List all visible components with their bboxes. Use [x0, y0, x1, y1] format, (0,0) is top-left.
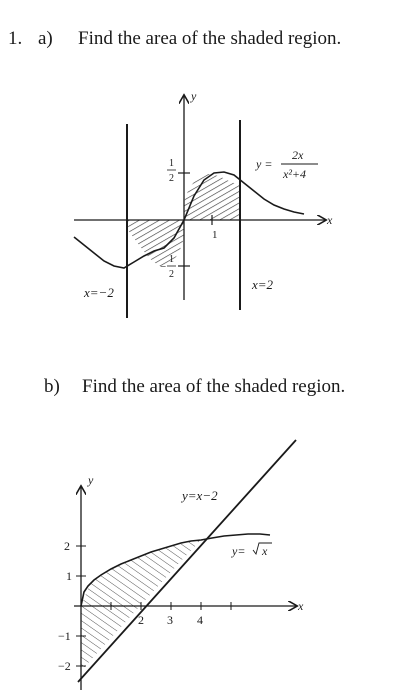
instruction-a: Find the area of the shaded region. [78, 28, 342, 49]
question-number: 1. [8, 28, 23, 49]
x-tick-label-3: 3 [167, 613, 173, 627]
tick-neg-half-num: 1 [169, 254, 174, 265]
y-tick-label-neg1: −1 [58, 629, 71, 643]
figure-a [74, 89, 333, 318]
line-left-label: x=−2 [84, 285, 114, 300]
tick-one-label: 1 [212, 229, 218, 241]
shaded-region-a-negative [127, 220, 184, 266]
curve-b-label-rhs: x [262, 544, 268, 558]
x-tick-label-2: 2 [138, 613, 144, 627]
tick-neg-half-sign: − [160, 261, 167, 273]
figure-b [58, 440, 304, 690]
tick-half-den: 2 [169, 173, 174, 184]
x-axis-label-a: x [327, 213, 333, 227]
y-tick-label-2: 2 [64, 539, 70, 553]
y-axis-label-b: y [88, 473, 94, 487]
curve-a-denominator: x²+4 [283, 167, 307, 181]
tick-half-num: 1 [169, 158, 174, 169]
curve-a-numerator: 2x [292, 148, 304, 162]
y-axis-label-a: y [191, 89, 197, 103]
part-label-a: a) [38, 28, 53, 49]
line-right-label: x=2 [252, 277, 274, 292]
line-b-label: y=x−2 [182, 488, 218, 503]
x-tick-label-4: 4 [197, 613, 203, 627]
curve-a-lhs: y = [256, 157, 273, 171]
instruction-b: Find the area of the shaded region. [82, 376, 346, 397]
part-label-b: b) [44, 376, 60, 397]
x-axis-label-b: x [298, 599, 304, 613]
tick-neg-half-den: 2 [169, 269, 174, 280]
line-b [78, 440, 296, 682]
shaded-region-a-positive [184, 174, 240, 220]
y-tick-label-neg2: −2 [58, 659, 71, 673]
curve-b-label-lhs: y= [232, 544, 246, 558]
y-tick-label-1: 1 [66, 569, 72, 583]
